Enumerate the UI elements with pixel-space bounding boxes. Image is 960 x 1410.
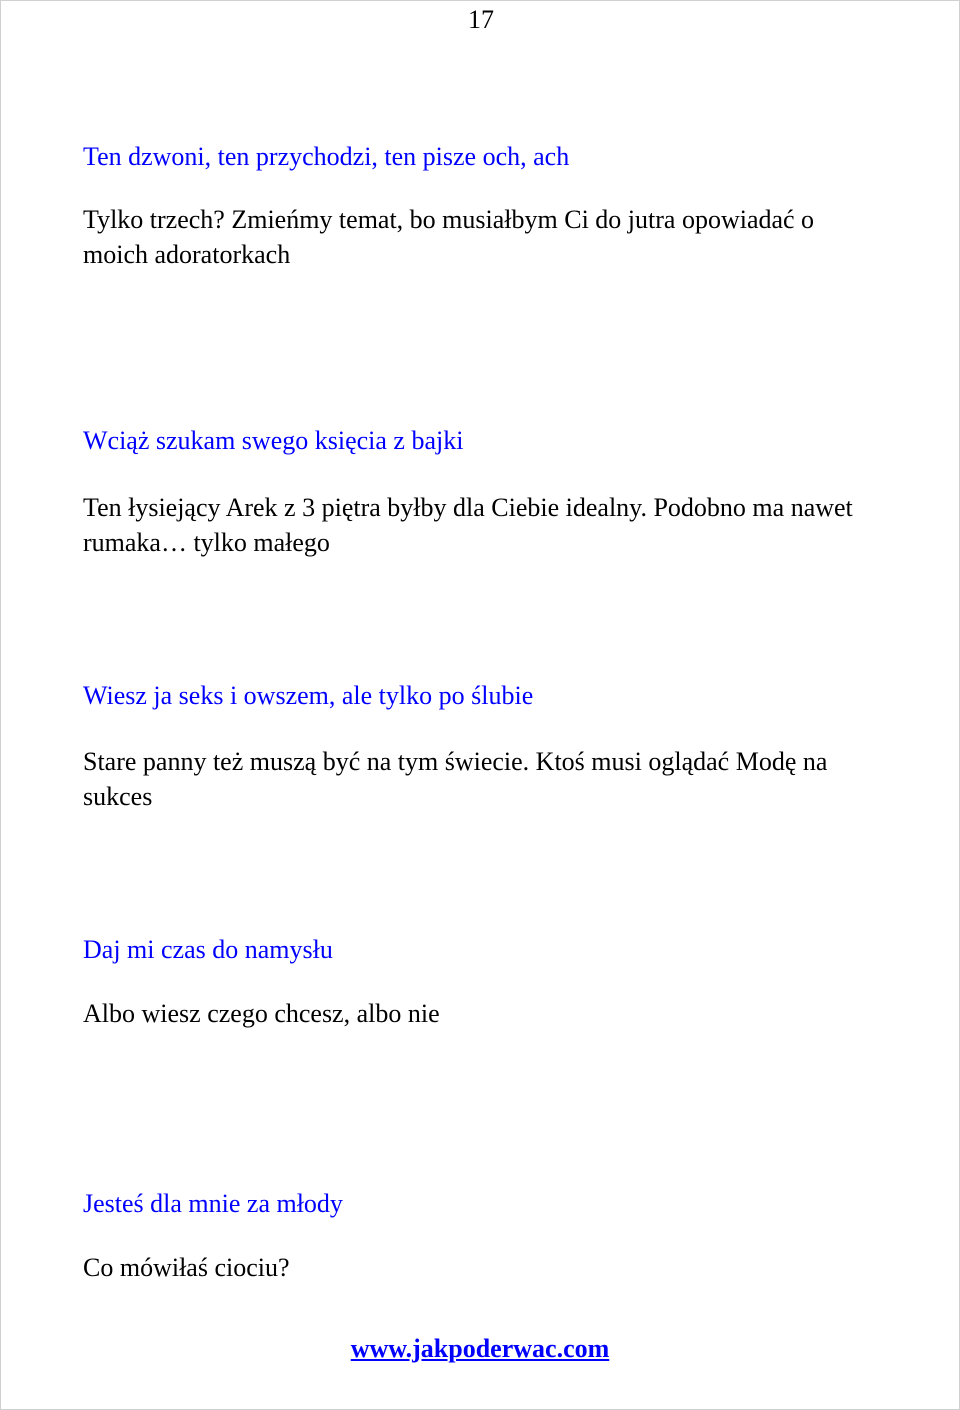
- dialogue-question: Wciąż szukam swego księcia z bajki: [83, 426, 464, 455]
- dialogue-question: Jesteś dla mnie za młody: [83, 1189, 343, 1218]
- page-number: 17: [468, 5, 494, 34]
- website-link[interactable]: www.jakpoderwac.com: [350, 1334, 610, 1363]
- dialogue-answer: Albo wiesz czego chcesz, albo nie: [83, 999, 440, 1028]
- dialogue-answer: Stare panny też muszą być na tym świecie. Ktoś musi oglądać Modę na sukces: [83, 747, 828, 811]
- dialogue-question: Daj mi czas do namysłu: [83, 935, 333, 964]
- footer: [0, 1333, 960, 1365]
- dialogue-answer: Tylko trzech? Zmieńmy temat, bo musiałbym Ci do jutra opowiadać o moich adoratorkach: [83, 205, 815, 269]
- dialogue-answer: Co mówiłaś ciociu?: [83, 1253, 290, 1282]
- dialogue-answer: Ten łysiejący Arek z 3 piętra byłby dla Ciebie idealny. Podobno ma nawet rumaka… tylko małego: [83, 493, 853, 557]
- dialogue-question: Wiesz ja seks i owszem, ale tylko po ślubie: [83, 681, 534, 710]
- dialogue-question: Ten dzwoni, ten przychodzi, ten pisze och, ach: [83, 142, 570, 171]
